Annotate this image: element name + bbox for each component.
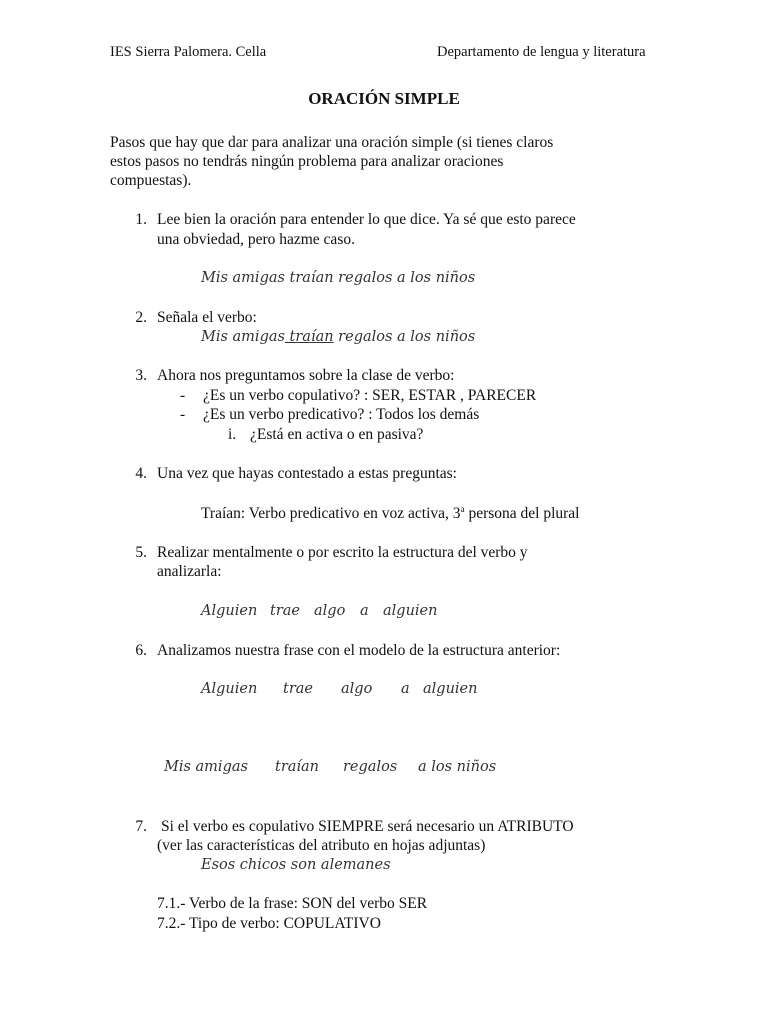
step2-text: Señala el verbo: [157, 309, 257, 326]
step6-text: Analizamos nuestra frase con el modelo de la estructura anterior: [157, 642, 561, 659]
page-title: ORACIÓN SIMPLE [308, 89, 460, 108]
step3-bullet-dash-1: - [180, 387, 186, 404]
step1-line-1: Lee bien la oración para entender lo que dice. Ya sé que esto parece [157, 211, 576, 228]
step6-structure-verb: trae [283, 681, 313, 697]
step2-example-subject: Mis amigas [201, 329, 285, 345]
step5-structure-object: algo [314, 603, 346, 619]
step7-example: Esos chicos son alemanes [201, 857, 391, 873]
step4-answer-rest: persona del plural [464, 505, 580, 522]
step6-structure-prep: a [401, 681, 410, 697]
step7-number: 7. [135, 818, 147, 835]
step6-number: 6. [135, 642, 147, 659]
step6-structure-object: algo [341, 681, 373, 697]
step3-number: 3. [135, 367, 147, 384]
step3-bullet-dash-2: - [180, 406, 186, 423]
step6-structure-subject: Alguien [201, 681, 258, 697]
step4-number: 4. [135, 465, 147, 482]
step6-structure-indirect: alguien [423, 681, 478, 697]
step4-text: Una vez que hayas contestado a estas preguntas: [157, 465, 457, 482]
step7-line-1: Si el verbo es copulativo SIEMPRE será necesario un ATRIBUTO [161, 818, 574, 835]
step6-sentence-indirect: a los niños [418, 759, 497, 775]
step5-structure-subject: Alguien [201, 603, 258, 619]
step2-example-rest: regalos a los niños [333, 329, 476, 345]
step5-line-2: analizarla: [157, 563, 222, 580]
step5-structure-verb: trae [270, 603, 300, 619]
step3-text: Ahora nos preguntamos sobre la clase de verbo: [157, 367, 455, 384]
step5-number: 5. [135, 544, 147, 561]
header-department: Departamento de lengua y literatura [437, 44, 646, 60]
step3-bullet-2: ¿Es un verbo predicativo? : Todos los demás [203, 406, 480, 423]
step1-line-2: una obviedad, pero hazme caso. [157, 231, 355, 248]
step1-number: 1. [135, 211, 147, 228]
step3-bullet-1: ¿Es un verbo copulativo? : SER, ESTAR , PARECER [203, 387, 537, 404]
header-school: IES Sierra Palomera. Cella [110, 44, 267, 60]
intro-line-1: Pasos que hay que dar para analizar una oración simple (si tienes claros [110, 134, 554, 151]
step5-structure-prep: a [360, 603, 369, 619]
step5-line-1: Realizar mentalmente o por escrito la estructura del verbo y [157, 544, 528, 561]
intro-line-2: estos pasos no tendrás ningún problema para analizar oraciones [110, 153, 504, 170]
step7-item-1: 7.1.- Verbo de la frase: SON del verbo SER [157, 895, 428, 912]
step6-sentence-subject: Mis amigas [164, 759, 248, 775]
intro-line-3: compuestas). [110, 172, 192, 189]
step4-answer [201, 504, 579, 523]
step4-answer-superscript: a [460, 503, 465, 514]
step1-example: Mis amigas traían regalos a los niños [201, 270, 476, 286]
step4-answer-text: Traían: Verbo predicativo en voz activa, 3 [201, 505, 461, 522]
step2-example [201, 328, 475, 347]
step6-sentence-object: regalos [343, 759, 398, 775]
step7-line-2: (ver las características del atributo en hojas adjuntas) [157, 837, 486, 854]
step7-item-2: 7.2.- Tipo de verbo: COPULATIVO [157, 915, 381, 932]
step2-number: 2. [135, 309, 147, 326]
step3-sub-marker: i. [228, 426, 237, 443]
step5-structure-indirect: alguien [383, 603, 438, 619]
step3-sub-item: ¿Está en activa o en pasiva? [250, 426, 424, 443]
step2-example-verb: traían [284, 329, 334, 345]
step6-sentence-verb: traían [275, 759, 320, 775]
